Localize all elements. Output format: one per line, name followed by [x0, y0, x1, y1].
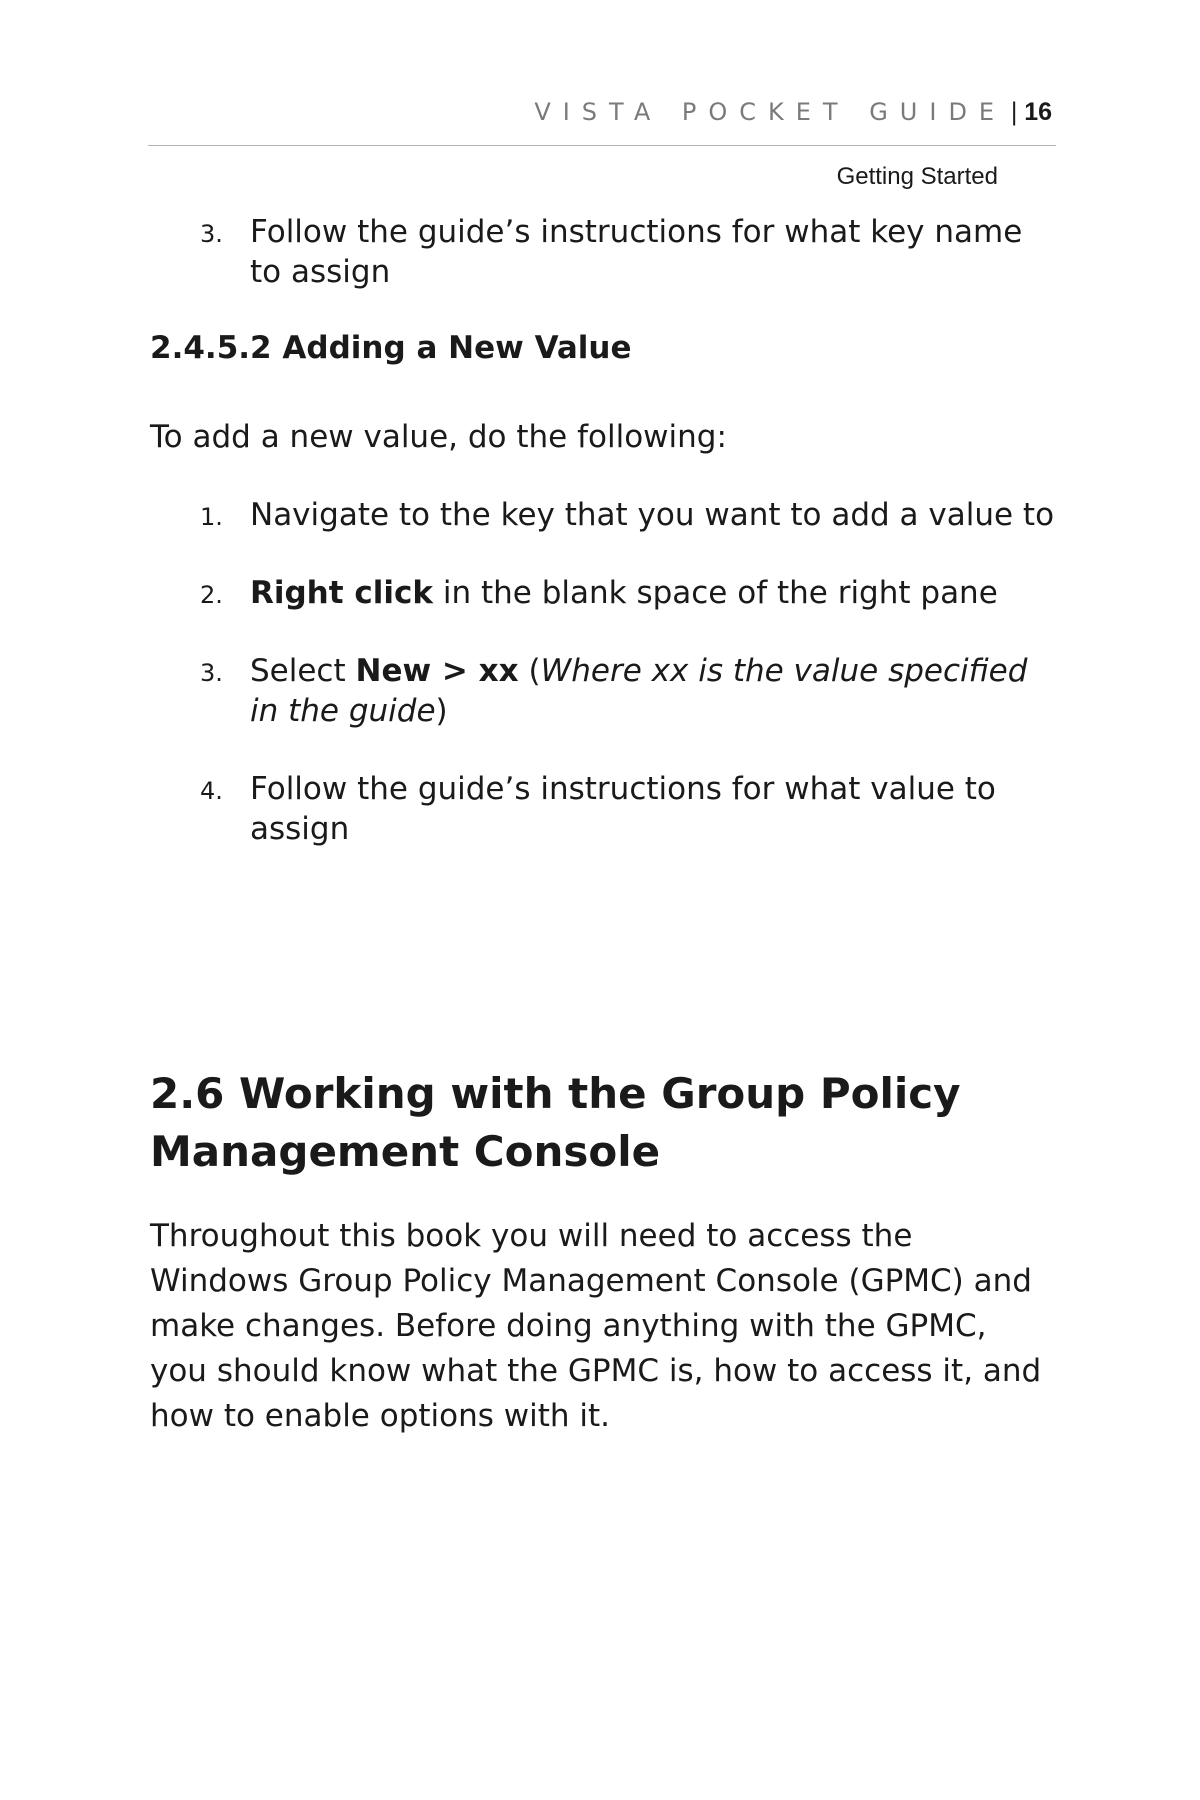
header-separator: |: [1010, 98, 1019, 126]
menu-arrow: >: [431, 653, 479, 689]
running-header: [534, 100, 1052, 125]
subsection-intro: To add a new value, do the following:: [150, 419, 727, 455]
guide-title: VISTA POCKET GUIDE: [534, 98, 1007, 126]
section-heading: 2.6 Working with the Group Policy Management Console: [150, 1069, 961, 1176]
section-body: Throughout this book you will need to access the Windows Group Policy Management Console (GPMC) and make changes. Before doing anything with the GPMC, you should know what the GPMC is, how to access it, and how to enable options with it.: [150, 1218, 1042, 1434]
list-item: [150, 495, 1056, 535]
italic-note: Where xx is the value specified in the guide: [250, 653, 1028, 729]
list-item-text: Follow the guide’s instructions for what value to assign: [250, 771, 996, 847]
subsection-heading: 2.4.5.2 Adding a New Value: [150, 330, 632, 366]
page-number: 16: [1024, 98, 1052, 126]
list-item-lead: Select: [250, 653, 356, 689]
menu-xx-emphasis: xx: [478, 653, 519, 689]
list-item-number: 1.: [200, 503, 223, 531]
step-list: [150, 495, 1056, 887]
list-item-number: 3.: [200, 659, 223, 687]
right-click-emphasis: Right click: [250, 575, 433, 611]
close-paren: ): [435, 693, 448, 729]
list-item: [150, 573, 1056, 613]
list-item-number: 2.: [200, 581, 223, 609]
list-item-text: Follow the guide’s instructions for what key name to assign: [250, 214, 1023, 290]
list-item-number: 3.: [200, 220, 223, 248]
list-item: [150, 651, 1056, 731]
menu-new-emphasis: New: [355, 653, 432, 689]
section-label: Getting Started: [836, 163, 998, 190]
list-item-number: 4.: [200, 777, 223, 805]
list-item-text: Navigate to the key that you want to add a value to: [250, 497, 1055, 533]
continued-step-list: [150, 212, 1056, 330]
open-paren: (: [518, 653, 541, 689]
list-item: [150, 769, 1056, 849]
header-rule: [148, 145, 1056, 146]
list-item: [150, 212, 1056, 292]
list-item-text: in the blank space of the right pane: [433, 575, 998, 611]
